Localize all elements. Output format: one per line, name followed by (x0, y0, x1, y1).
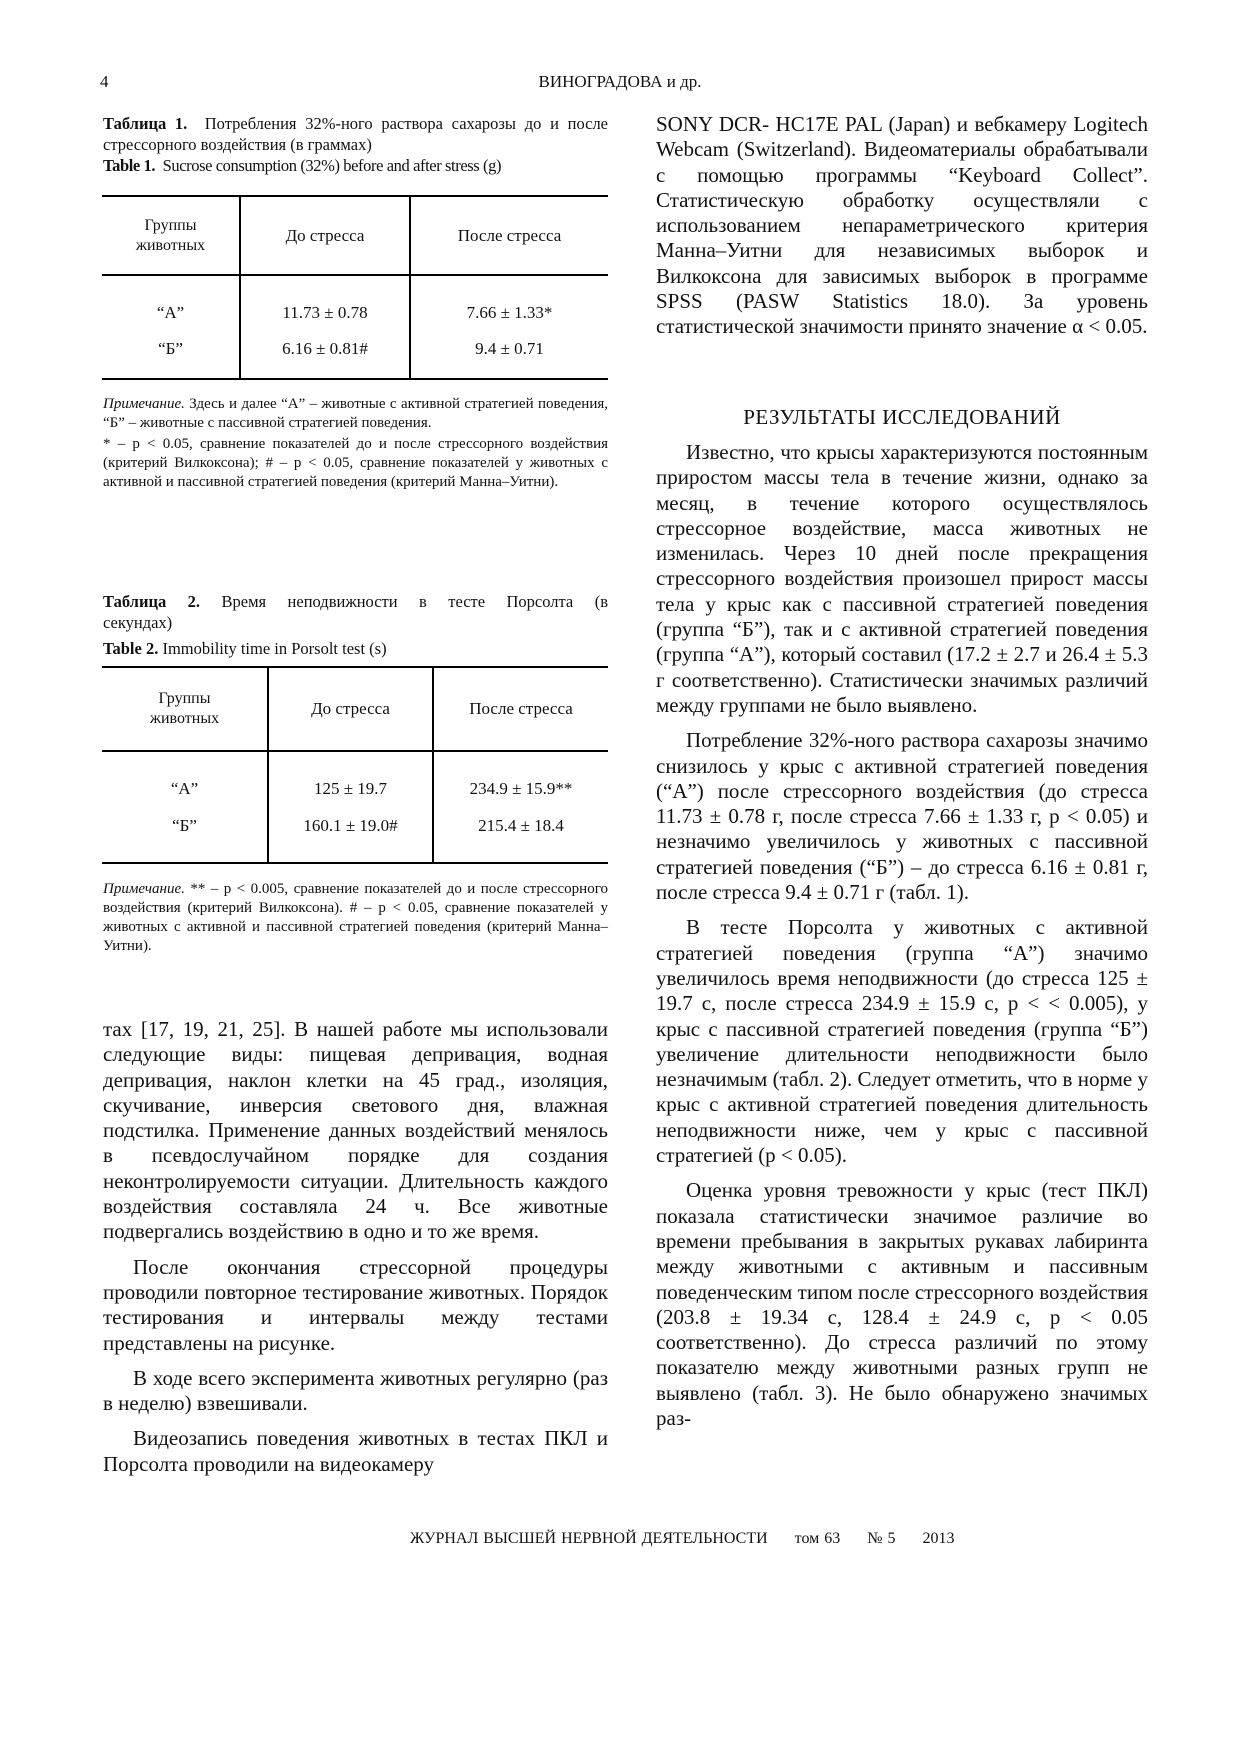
table-row (102, 809, 608, 863)
journal-volume: том 63 (794, 1530, 841, 1547)
table1-note-label: Примечание. (103, 396, 185, 412)
running-title (0, 72, 1240, 92)
table2-caption-ru (103, 591, 608, 633)
table1-row-a-group: “А” (102, 275, 240, 333)
table2-row-a-group: “А” (102, 751, 268, 809)
table2-row-a-after: 234.9 ± 15.9** (469, 779, 573, 798)
table1-label-en: Table 1. (103, 156, 156, 175)
table2-row-b-after: 215.4 ± 18.4 (433, 809, 608, 863)
running-title-text: ВИНОГРАДОВА и др. (538, 72, 702, 91)
table1-title-ru: Потребления 32%-ного раствора сахарозы до и после стрессорного воздействия (в граммах) (103, 114, 609, 154)
right-column-body (656, 440, 1148, 1441)
journal-name: ЖУРНАЛ ВЫСШЕЙ НЕРВНОЙ ДЕЯТЕЛЬНОСТИ (410, 1530, 768, 1547)
section-heading-results: РЕЗУЛЬТАТЫ ИССЛЕДОВАНИЙ (743, 405, 1061, 429)
table2-col-after: После стресса (433, 667, 608, 751)
table1-col-before: До стресса (240, 196, 410, 275)
table2-title-ru: Время неподвижности в тесте Порсолта (в секундах) (103, 592, 608, 632)
table1-row-a-after: 7.66 ± 1.33* (466, 303, 553, 322)
table2-note-1 (103, 880, 608, 956)
table-row (102, 275, 608, 333)
page-number: 4 (100, 72, 109, 91)
table-row (102, 751, 608, 809)
table2-col-groups: Группы животных (102, 667, 268, 751)
table1-caption (103, 113, 608, 176)
table1-col-after: После стресса (410, 196, 608, 275)
journal-issue: № 5 (867, 1530, 896, 1547)
table2-row-a-before: 125 ± 19.7 (268, 751, 433, 809)
table1-note-2: * – p < 0.05, сравнение показателей до и после стрессорного воздействия (критерий Вилкоксона); # – p < 0.05, сравнение показателей у животных с активной и пассивной стратегией поведения (критерий Манна–Уитни). (103, 436, 608, 490)
table1-label-ru: Таблица 1. (103, 114, 188, 133)
table1 (102, 195, 608, 380)
paragraph: Видеозапись поведения животных в тестах ПКЛ и Порсолта проводили на видеокамеру (103, 1426, 608, 1476)
left-column-body (103, 1017, 608, 1487)
table1-row-b-after: 9.4 ± 0.71 (410, 333, 608, 379)
table2-note-label: Примечание. (103, 881, 185, 897)
table1-caption-en (103, 155, 608, 176)
paragraph: Оценка уровня тревожности у крыс (тест ПКЛ) показала статистически значимое различие во времени пребывания в закрытых рукавах лабиринта между животными с активным и пассивным поведенческим типом после стрессорного воздействия (203.8 ± 19.34 с, 128.4 ± 24.9 с, p < 0.05 соответственно). До стресса различий по этому показателю между животными разных групп не выявлено (табл. 3). Не было обнаружено значимых раз- (656, 1178, 1148, 1430)
table1-col-groups: Группы животных (102, 196, 240, 275)
table1-note (103, 395, 608, 494)
journal-year: 2013 (922, 1530, 955, 1547)
paragraph: Потребление 32%-ного раствора сахарозы значимо снизилось у крыс с активной стратегией поведения (“А”) после стрессорного воздействия (до стресса 11.73 ± 0.78 г, после стресса 7.66 ± 1.33 г, p < 0.05) и незначимо увеличилось у животных с пассивной стратегией поведения (“Б”) – до стресса 6.16 ± 0.81 г, после стресса 9.4 ± 0.71 г (табл. 1). (656, 728, 1148, 905)
table2-caption (103, 591, 608, 659)
table2-label-en: Table 2. (103, 639, 159, 658)
table2-header-row (102, 667, 608, 751)
right-column-intro (656, 112, 1148, 350)
paragraph: После окончания стрессорной процедуры проводили повторное тестирование животных. Порядок тестирования и интервалы между тестами представлены на рисунке. (103, 1254, 608, 1355)
table1-row-a-before: 11.73 ± 0.78 (240, 275, 410, 333)
table2-row-b-before: 160.1 ± 19.0# (268, 809, 433, 863)
table2-note (103, 880, 608, 958)
paragraph: SONY DCR- HC17E PAL (Japan) и вебкамеру Logitech Webcam (Switzerland). Видеоматериалы обрабатывали с помощью программы “Keyboard Collect”. Статистическую обработку осуществляли с использованием непараметрического критерия Манна–Уитни для независимых выборок и Вилкоксона для зависимых выборок в программе SPSS (PASW Statistics 18.0). За уровень статистической значимости принято значение α < 0.05. (656, 112, 1148, 339)
paragraph: В тесте Порсолта у животных с активной стратегией поведения (группа “А”) значимо увеличилось время неподвижности (до стресса 125 ± 19.7 с, после стресса 234.9 ± 15.9 с, p < < 0.005), у крыс с пассивной стратегией поведения (группа “Б”) увеличение длительности неподвижности было незначимым (табл. 2). Следует отметить, что в норме у крыс с активной стратегией поведения длительность неподвижности ниже, чем у крыс с пассивной стратегией (p < 0.05). (656, 915, 1148, 1168)
table1-caption-ru (103, 113, 608, 155)
table1-note-text-1: Здесь и далее “А” – животные с активной стратегией поведения, “Б” – животные с пассивной стратегией поведения. (103, 396, 609, 431)
table1-header-row (102, 196, 608, 275)
table1-note-1 (103, 395, 608, 433)
table2-title-en: Immobility time in Porsolt test (s) (162, 639, 387, 658)
table1-row-b-group: “Б” (102, 333, 240, 379)
table-row (102, 333, 608, 379)
table1-row-b-before: 6.16 ± 0.81# (240, 333, 410, 379)
journal-footer (410, 1530, 977, 1548)
paragraph: Известно, что крысы характеризуются постоянным приростом массы тела в течение жизни, однако за месяц, в течение которого осуществлялось стрессорное воздействие, масса животных не изменилась. Через 10 дней после прекращения стрессорного воздействия произошел прирост массы тела у крыс как с пассивной стратегией поведения (группа “Б”), так и с активной стратегией поведения (группа “А”), который составил (17.2 ± 2.7 и 26.4 ± 5.3 г соответственно). Статистически значимых различий между группами не было выявлено. (656, 440, 1148, 717)
table2-row-b-group: “Б” (102, 809, 268, 863)
table2-col-before: До стресса (268, 667, 433, 751)
table2-label-ru: Таблица 2. (103, 592, 201, 611)
table2-caption-en (103, 638, 608, 659)
table1-title-en: Sucrose consumption (32%) before and after stress (g) (162, 156, 502, 175)
paragraph: тах [17, 19, 21, 25]. В нашей работе мы использовали следующие виды: пищевая депривация, водная депривация, наклон клетки на 45 град., изоляция, скучивание, инверсия светового дня, влажная подстилка. Применение данных воздействий менялось в псевдослучайном порядке для создания неконтролируемости ситуации. Длительность каждого воздействия составляла 24 ч. Все животные подвергались воздействию в одно и то же время. (103, 1017, 608, 1244)
paragraph: В ходе всего эксперимента животных регулярно (раз в неделю) взвешивали. (103, 1365, 608, 1416)
table2 (102, 666, 608, 864)
table2-note-text: ** – p < 0.005, сравнение показателей до и после стрессорного воздействия (критерий Вилкоксона). # – p < 0.05, сравнение показателей у животных с активной и пассивной стратегией поведения (критерий Манна–Уитни). (103, 881, 608, 954)
